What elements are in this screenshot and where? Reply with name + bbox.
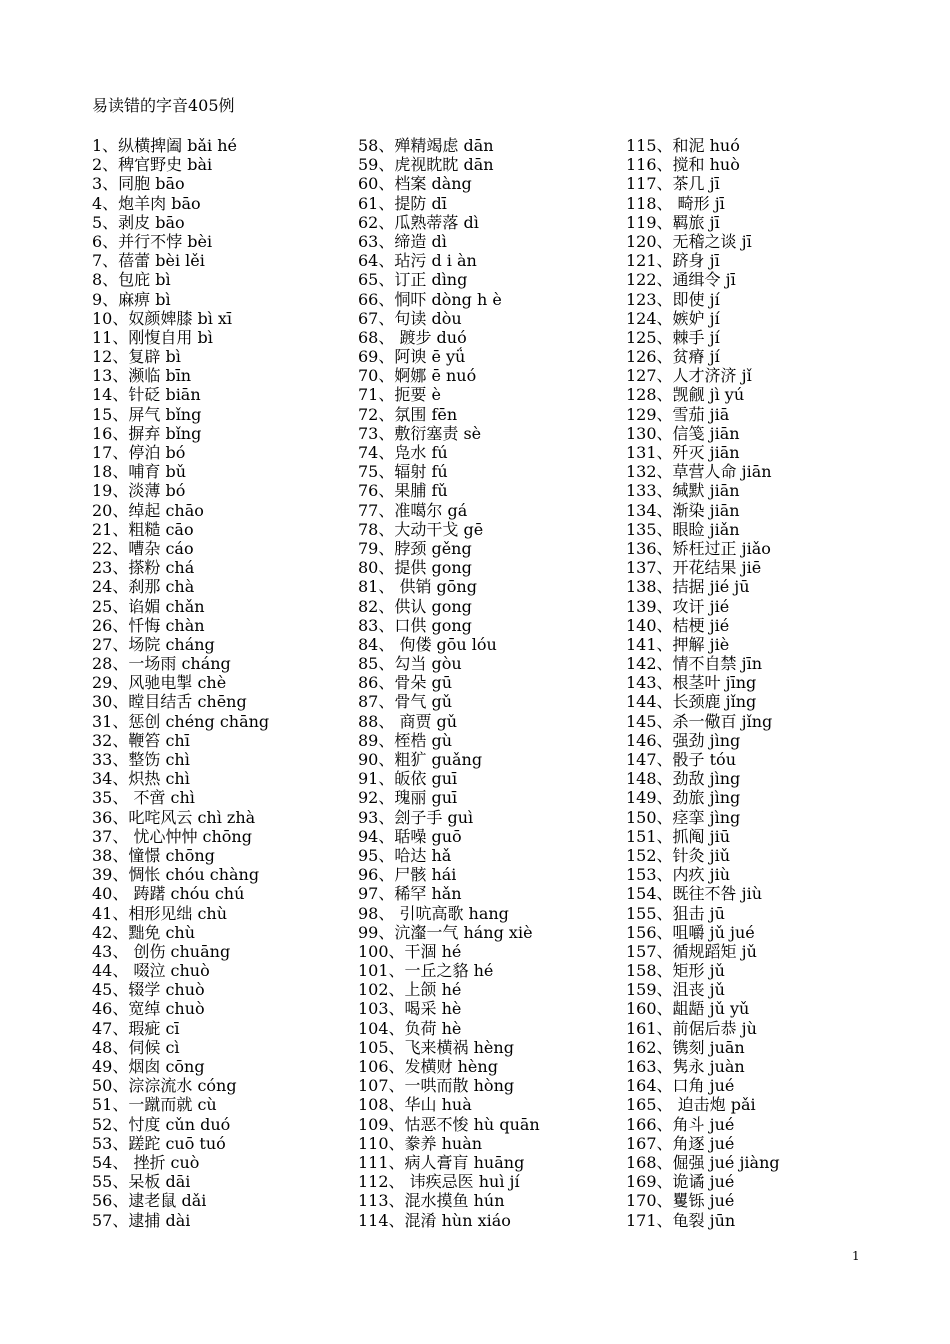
list-item: 106、发横财 hèng <box>358 1057 498 1076</box>
list-item: 94、聒噪 guō <box>358 826 462 846</box>
list-item: 51、一蹴而就 cù <box>92 1095 217 1115</box>
list-item: 104、负荷 hè <box>358 1018 462 1038</box>
list-item: 96、尸骸 hái <box>358 865 457 885</box>
list-item: 105、飞来横祸 hèng <box>358 1037 514 1057</box>
list-item: 113、混水摸鱼 hún <box>358 1191 505 1211</box>
list-item: 67、句读 dòu <box>358 308 462 328</box>
list-item: 131、歼灭 jiān <box>626 443 740 462</box>
list-item: 168、倔强 jué jiàng <box>626 1152 780 1172</box>
list-item: 129、雪茄 jiā <box>626 404 730 424</box>
list-item: 1、纵横捭阖 bǎi hé <box>92 136 238 155</box>
list-item: 155、狙击 jū <box>626 903 725 923</box>
list-item: 56、逮老鼠 dǎi <box>92 1191 207 1211</box>
list-item: 140、桔梗 jié <box>626 615 730 635</box>
list-item: 120、无稽之谈 jī <box>626 231 752 251</box>
list-item: 135、眼睑 jiǎn <box>626 519 740 539</box>
page-number: 1 <box>852 1249 860 1263</box>
list-item: 46、宽绰 chuò <box>92 999 205 1019</box>
list-item: 154、既往不咎 jiù <box>626 884 763 904</box>
list-item: 55、呆板 dāi <box>92 1172 191 1192</box>
list-item: 88、 商贾 gǔ <box>358 711 458 731</box>
list-item: 118、 畸形 jī <box>626 193 725 213</box>
list-item: 15、屏气 bǐng <box>92 404 202 424</box>
list-item: 146、强劲 jìng <box>626 730 741 750</box>
list-item: 28、一场雨 cháng <box>92 654 231 674</box>
list-item: 19、淡薄 bó <box>92 481 186 501</box>
list-item: 10、奴颜婢膝 bì xī <box>92 308 233 328</box>
list-item: 29、风驰电掣 chè <box>92 673 227 693</box>
list-item: 166、角斗 jué <box>626 1114 735 1134</box>
list-item: 44、 啜泣 chuò <box>92 961 210 981</box>
list-item: 8、包庇 bì <box>92 270 171 290</box>
list-item: 85、勾当 gòu <box>358 654 462 674</box>
list-item: 108、华山 huà <box>358 1095 472 1115</box>
list-item: 130、信笺 jiān <box>626 423 740 443</box>
list-item: 68、 踱步 duó <box>358 327 467 347</box>
list-item: 61、提防 dī <box>358 193 447 213</box>
list-item: 157、循规蹈矩 jǔ <box>626 941 757 961</box>
list-item: 125、棘手 jí <box>626 327 720 347</box>
list-item: 75、辐射 fú <box>358 462 448 482</box>
list-item: 60、档案 dàng <box>358 174 472 194</box>
list-item: 112、 讳疾忌医 huì jí <box>358 1172 520 1192</box>
list-item: 87、骨气 gǔ <box>358 692 452 712</box>
list-item: 77、准噶尔 gá <box>358 500 468 520</box>
list-item: 23、搽粉 chá <box>92 558 195 578</box>
list-item: 48、伺候 cì <box>92 1037 180 1057</box>
list-item: 41、相形见绌 chù <box>92 903 228 923</box>
list-item: 149、劲旅 jìng <box>626 788 741 808</box>
list-item: 132、草营人命 jiān <box>626 462 772 482</box>
list-item: 143、根茎叶 jīng <box>626 673 757 693</box>
list-item: 34、炽热 chì <box>92 769 190 789</box>
list-item: 33、整饬 chì <box>92 750 190 769</box>
list-item: 39、惆怅 chóu chàng <box>92 865 260 885</box>
list-item: 17、停泊 bó <box>92 443 186 462</box>
list-item: 123、即使 jí <box>626 289 720 309</box>
list-item: 80、提供 gong <box>358 558 472 578</box>
list-item: 159、沮丧 jǔ <box>626 980 725 1000</box>
list-item: 83、口供 gong <box>358 615 472 635</box>
list-item: 139、攻讦 jié <box>626 596 730 616</box>
list-item: 101、一丘之貉 hé <box>358 961 494 981</box>
list-item: 72、氛围 fēn <box>358 404 458 424</box>
list-item: 167、角逐 jué <box>626 1133 735 1153</box>
list-item: 91、皈依 guī <box>358 769 458 789</box>
list-item: 7、蓓蕾 bèi lěi <box>92 251 205 271</box>
list-item: 64、玷污 d i àn <box>358 251 477 271</box>
list-item: 116、搅和 huò <box>626 155 740 175</box>
list-item: 162、镌刻 juān <box>626 1037 745 1057</box>
list-item: 3、同胞 bāo <box>92 174 185 194</box>
list-item: 126、贫瘠 jí <box>626 347 720 367</box>
list-item: 78、大动干戈 gē <box>358 519 484 539</box>
entry-column-1 <box>92 136 269 1230</box>
list-item: 35、 不啻 chì <box>92 788 195 808</box>
list-item: 24、刹那 chà <box>92 577 195 597</box>
list-item: 147、骰子 tóu <box>626 750 736 769</box>
list-item: 14、针砭 biān <box>92 385 201 405</box>
list-item: 115、和泥 huó <box>626 136 740 155</box>
list-item: 145、杀一儆百 jǐng <box>626 711 773 731</box>
list-item: 13、濒临 bīn <box>92 366 192 386</box>
list-item: 76、果脯 fǔ <box>358 481 448 501</box>
list-item: 103、喝采 hè <box>358 999 462 1019</box>
list-item: 54、 挫折 cuò <box>92 1152 200 1172</box>
list-item: 70、婀娜 ē nuó <box>358 366 477 386</box>
list-item: 52、忖度 cǔn duó <box>92 1114 231 1134</box>
list-item: 153、内疚 jiù <box>626 865 731 885</box>
list-item: 119、羁旅 jī <box>626 212 720 232</box>
list-item: 71、扼要 è <box>358 385 441 405</box>
list-item: 50、淙淙流水 cóng <box>92 1076 237 1096</box>
list-item: 5、剥皮 bāo <box>92 212 185 232</box>
list-item: 138、拮据 jié jū <box>626 577 750 597</box>
list-item: 142、情不自禁 jīn <box>626 654 763 674</box>
list-item: 21、粗糙 cāo <box>92 519 194 539</box>
list-item: 163、隽永 juàn <box>626 1057 745 1076</box>
list-item: 97、稀罕 hǎn <box>358 884 462 904</box>
list-item: 152、针灸 jiǔ <box>626 845 731 865</box>
page-title: 易读错的字音405例 <box>92 96 235 115</box>
list-item: 122、通缉令 jī <box>626 270 736 290</box>
list-item: 49、烟囱 cōng <box>92 1057 205 1076</box>
list-item: 160、龃龉 jǔ yǔ <box>626 999 750 1019</box>
list-item: 95、哈达 hǎ <box>358 845 452 865</box>
list-item: 27、场院 cháng <box>92 634 215 654</box>
list-item: 6、并行不悖 bèi <box>92 231 213 251</box>
list-item: 9、麻痹 bì <box>92 289 171 309</box>
list-item: 164、口角 jué <box>626 1076 735 1096</box>
list-item: 4、炮羊肉 bāo <box>92 193 201 213</box>
list-item: 110、豢养 huàn <box>358 1133 483 1153</box>
list-item: 53、蹉跎 cuō tuó <box>92 1133 226 1153</box>
list-item: 107、一哄而散 hòng <box>358 1076 515 1096</box>
list-item: 169、诡谲 jué <box>626 1172 735 1192</box>
list-item: 26、忏悔 chàn <box>92 615 205 635</box>
list-item: 59、虎视眈眈 dān <box>358 155 494 175</box>
list-item: 90、粗犷 guǎng <box>358 750 483 769</box>
list-item: 74、凫水 fú <box>358 443 448 462</box>
list-item: 144、长颈鹿 jǐng <box>626 692 757 712</box>
list-item: 92、瑰丽 guī <box>358 788 458 808</box>
list-item: 11、刚愎自用 bì <box>92 327 213 347</box>
list-item: 100、干涸 hé <box>358 941 462 961</box>
list-item: 165、 迫击炮 pǎi <box>626 1095 756 1115</box>
list-item: 81、 供销 gōng <box>358 577 477 597</box>
list-item: 127、人才济济 jǐ <box>626 366 752 386</box>
entry-column-2 <box>358 136 540 1230</box>
list-item: 148、劲敌 jìng <box>626 769 741 789</box>
list-item: 16、摒弃 bǐng <box>92 423 202 443</box>
list-item: 114、混淆 hùn xiáo <box>358 1210 511 1230</box>
list-item: 57、逮捕 dài <box>92 1210 191 1230</box>
list-item: 124、嫉妒 jí <box>626 308 720 328</box>
list-item: 150、痉挛 jìng <box>626 807 741 827</box>
list-item: 69、阿谀 ē yǘ <box>358 347 466 367</box>
list-item: 20、绰起 chāo <box>92 500 204 520</box>
list-item: 158、矩形 jǔ <box>626 961 725 981</box>
list-item: 37、 忧心忡忡 chōng <box>92 826 252 846</box>
list-item: 47、瑕疵 cī <box>92 1018 180 1038</box>
list-item: 40、 踌躇 chóu chú <box>92 884 245 904</box>
list-item: 93、刽子手 guì <box>358 807 474 827</box>
list-item: 128、觊觎 jì yú <box>626 385 745 405</box>
list-item: 65、订正 dìng <box>358 270 468 290</box>
list-item: 136、矫枉过正 jiǎo <box>626 538 771 558</box>
list-item: 99、沆瀣一气 háng xiè <box>358 922 533 942</box>
list-item: 134、渐染 jiān <box>626 500 740 520</box>
list-item: 109、怙恶不悛 hù quān <box>358 1114 540 1134</box>
list-item: 32、鞭笞 chī <box>92 730 190 750</box>
list-item: 133、缄默 jiān <box>626 481 740 501</box>
list-item: 42、黜免 chù <box>92 922 196 942</box>
list-item: 98、 引吭高歌 hang <box>358 903 509 923</box>
list-item: 36、叱咤风云 chì zhà <box>92 807 256 827</box>
list-item: 73、敷衍塞责 sè <box>358 423 482 443</box>
list-item: 12、复辟 bì <box>92 347 181 367</box>
list-item: 111、病人膏肓 huāng <box>358 1152 525 1172</box>
list-item: 137、开花结果 jiē <box>626 558 762 578</box>
list-item: 89、桎梏 gù <box>358 730 452 750</box>
list-item: 84、 佝偻 gōu lóu <box>358 634 497 654</box>
entry-column-3 <box>626 136 780 1230</box>
list-item: 25、谄媚 chǎn <box>92 596 205 616</box>
list-item: 38、憧憬 chōng <box>92 845 215 865</box>
list-item: 31、惩创 chéng chāng <box>92 711 270 731</box>
list-item: 121、跻身 jī <box>626 251 720 271</box>
list-item: 18、哺育 bǔ <box>92 462 186 482</box>
list-item: 86、骨朵 gū <box>358 673 452 693</box>
list-item: 102、上颌 hé <box>358 980 462 1000</box>
list-item: 117、茶几 jī <box>626 174 720 194</box>
list-item: 2、稗官野史 bài <box>92 155 213 175</box>
list-item: 58、殚精竭虑 dān <box>358 136 494 155</box>
list-item: 82、供认 gong <box>358 596 472 616</box>
list-item: 79、脖颈 gěng <box>358 538 472 558</box>
list-item: 63、缔造 dì <box>358 231 447 251</box>
list-item: 141、押解 jiè <box>626 634 730 654</box>
list-item: 30、瞠目结舌 chēng <box>92 692 247 712</box>
list-item: 22、嘈杂 cáo <box>92 538 194 558</box>
list-item: 45、辍学 chuò <box>92 980 205 1000</box>
list-item: 66、恫吓 dòng h è <box>358 289 502 309</box>
list-item: 62、瓜熟蒂落 dì <box>358 212 479 232</box>
list-item: 171、龟裂 jūn <box>626 1210 736 1230</box>
list-item: 170、矍铄 jué <box>626 1191 735 1211</box>
list-item: 156、咀嚼 jǔ jué <box>626 922 755 942</box>
list-item: 43、 创伤 chuāng <box>92 941 231 961</box>
list-item: 151、抓阄 jiū <box>626 826 731 846</box>
list-item: 161、前倨后恭 jù <box>626 1018 757 1038</box>
